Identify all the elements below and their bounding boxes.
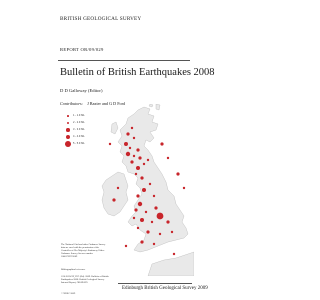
earthquake-marker xyxy=(133,155,135,157)
legend-label: 3 - 3.9 ML xyxy=(73,128,85,131)
earthquake-marker xyxy=(159,233,161,235)
uk-earthquake-map xyxy=(98,104,194,276)
earthquake-marker xyxy=(142,188,146,192)
earthquake-marker xyxy=(136,194,139,197)
earthquake-marker xyxy=(125,245,127,247)
author-line: D D Galloway (Editor) xyxy=(60,88,103,93)
legend-label: 5 - 5.9 ML xyxy=(73,142,85,145)
earthquake-marker xyxy=(112,198,115,201)
earthquake-marker xyxy=(133,137,135,139)
earthquake-marker xyxy=(140,218,144,222)
earthquake-marker xyxy=(157,213,164,220)
western-isles xyxy=(111,122,118,134)
copyright-notice: The National Grid and other Ordnance Survey data are used with the permission of the Controller of Her Majesty's Stationery Office. Ordnance Survey licence number 100017897/2009 xyxy=(61,243,106,258)
earthquake-marker xyxy=(176,172,179,175)
earthquake-marker xyxy=(129,147,131,149)
report-title: Bulletin of British Earthquakes 2008 xyxy=(60,67,215,78)
earthquake-marker xyxy=(136,166,140,170)
bibliographic-reference-label: Bibliographical reference xyxy=(61,268,86,271)
divider-bottom xyxy=(118,283,192,284)
earthquake-marker xyxy=(138,202,142,206)
legend-label: 1 - 1.9 ML xyxy=(73,114,85,117)
citation-text: GALLOWAY, D D (Ed). 2009. Bulletin of British Earthquakes 2008. British Geological Survey Internal Report, OR/09/029. xyxy=(61,275,109,284)
organisation-name: BRITISH GEOLOGICAL SURVEY xyxy=(60,16,142,22)
earthquake-marker xyxy=(146,230,149,233)
legend-marker xyxy=(66,128,70,132)
earthquake-marker xyxy=(136,148,139,151)
legend-marker xyxy=(66,135,71,140)
earthquake-marker xyxy=(131,127,133,129)
earthquake-marker xyxy=(135,173,137,175)
legend-marker xyxy=(65,141,71,147)
earthquake-marker xyxy=(145,211,147,213)
earthquake-marker xyxy=(126,152,130,156)
earthquake-marker xyxy=(133,217,135,219)
earthquake-marker xyxy=(151,221,153,223)
divider-top xyxy=(58,60,190,61)
earthquake-marker xyxy=(153,243,155,245)
earthquake-marker xyxy=(140,240,143,243)
earthquake-marker xyxy=(109,143,111,145)
france-coast xyxy=(148,252,194,276)
earthquake-marker xyxy=(153,195,155,197)
earthquake-marker xyxy=(149,183,151,185)
earthquake-marker xyxy=(154,206,157,209)
earthquake-marker xyxy=(166,220,169,223)
earthquake-marker xyxy=(160,142,163,145)
earthquake-marker xyxy=(126,132,129,135)
earthquake-marker xyxy=(134,208,137,211)
publisher-footer: Edinburgh British Geological Survey 2009 xyxy=(122,286,208,291)
earthquake-marker xyxy=(117,187,119,189)
legend-label: 4 - 4.9 ML xyxy=(73,135,85,138)
earthquake-marker xyxy=(138,156,141,159)
contributors-label: Contributors: xyxy=(60,101,84,106)
earthquake-marker xyxy=(147,159,149,161)
earthquake-marker xyxy=(137,227,139,229)
earthquake-marker xyxy=(140,176,143,179)
earthquake-marker xyxy=(167,157,169,159)
copyright-year: © NERC 2009 xyxy=(61,292,76,295)
northern-isles xyxy=(149,104,160,110)
contributors-names: J Baxter and G D Ford xyxy=(87,101,126,106)
earthquake-marker xyxy=(143,163,145,165)
report-number: REPORT OR/09/029 xyxy=(60,47,104,52)
earthquake-marker xyxy=(173,253,175,255)
legend-label: 2 - 2.9 ML xyxy=(73,121,85,124)
great-britain-landmass xyxy=(118,107,188,252)
earthquake-marker xyxy=(124,142,128,146)
legend-marker xyxy=(67,115,69,117)
earthquake-marker xyxy=(183,187,185,189)
legend-marker xyxy=(67,122,70,125)
ireland-landmass xyxy=(102,172,128,216)
earthquake-marker xyxy=(130,160,133,163)
earthquake-marker xyxy=(171,231,173,233)
